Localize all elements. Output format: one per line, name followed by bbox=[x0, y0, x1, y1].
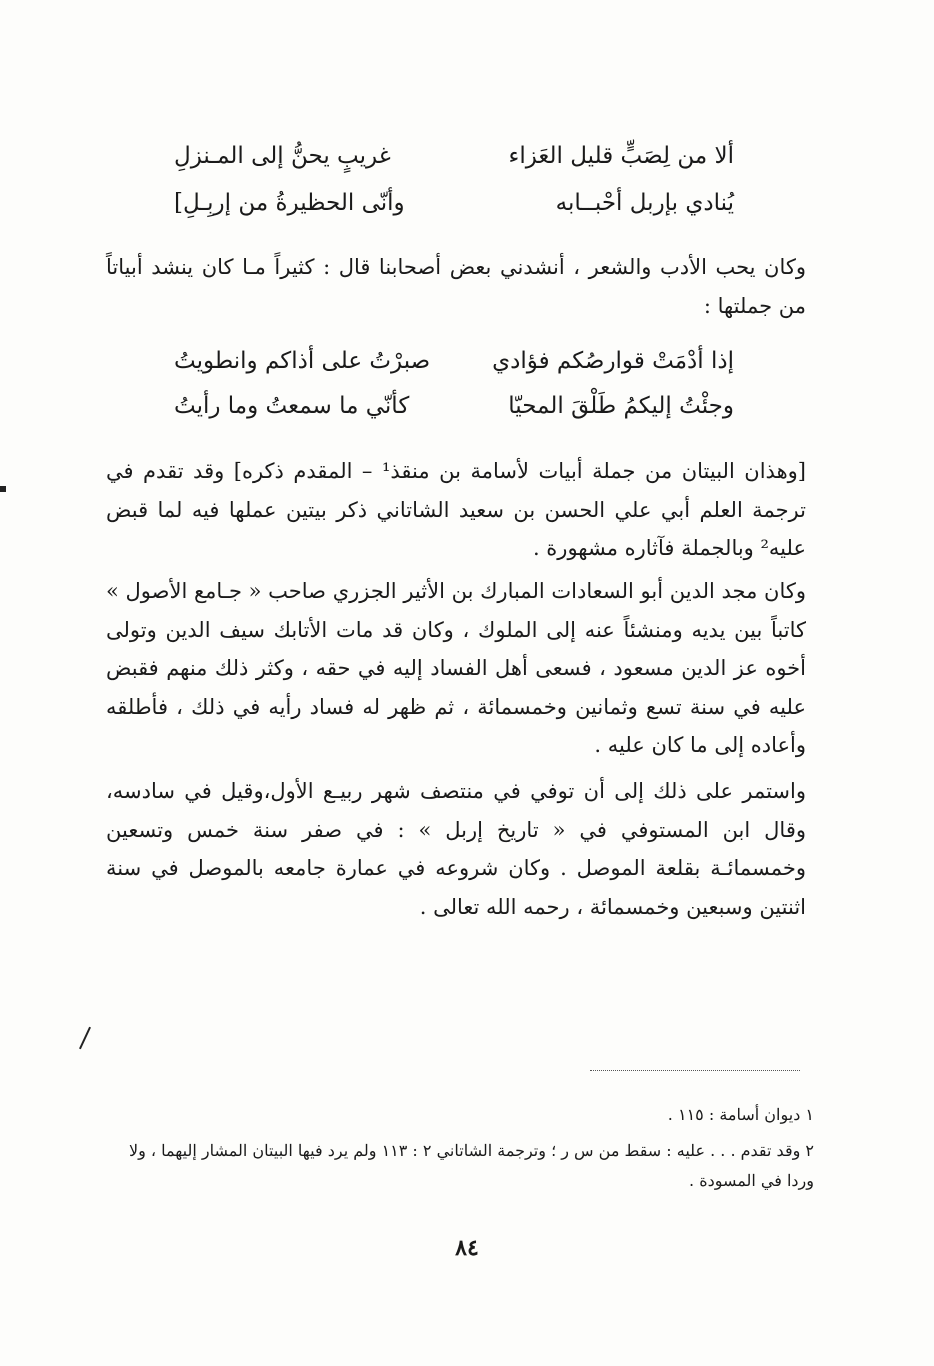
footnote: ٢ وقد تقدم . . . عليه : سقط من س ر ؛ وترجمة الشاتاني ٢ : ١١٣ ولم يرد فيها البيتان المشار إليهما ، ولا وردا في المسودة . bbox=[128, 1141, 814, 1190]
verse-hemistich: يُنادي بإربل أحْبــابه bbox=[555, 190, 734, 216]
paragraph: وكان مجد الدين أبو السعادات المبارك بن الأثير الجزري صاحب « جـامع الأصول » كاتباً بين يديه ومنشئاً عنه إلى الملوك ، وكان قد مات الأتابك سيف الدين وتولى أخوه عز الدين مسعود ، فسعى أهل الفساد إليه في حقه ، وكثر ذلك منهم فقبض عليه في سنة تسع وثمانين وخمسمائة ، ثم ظهر له فساد رأيه في ذلك ، فأطلقه وأعاده إلى ما كان عليه . bbox=[106, 579, 806, 757]
verse-hemistich: وأنّى الحظيرةُ من إربِـلِ] bbox=[174, 190, 405, 216]
footnote: ١ ديوان أسامة : ١١٥ . bbox=[667, 1105, 814, 1124]
verse-hemistich: كأنّي ما سمعتُ وما رأيتُ bbox=[174, 393, 410, 419]
verse-hemistich: ألا من لِصَبٍّ قليل العَزاء bbox=[508, 143, 734, 169]
page-number: ٨٤ bbox=[455, 1235, 479, 1261]
verse-hemistich: وجئْتُ إليكمُ طَلْقَ المحيّا bbox=[508, 393, 734, 419]
verse-line bbox=[174, 190, 734, 216]
paragraph: وكان يحب الأدب والشعر ، أنشدني بعض أصحابنا قال : كثيراً مـا كان ينشد أبياتاً من جملتها : bbox=[106, 255, 806, 318]
scan-mark bbox=[0, 486, 6, 492]
verse-hemistich: إذا أدْمَتْ قوارصُكم فؤادي bbox=[492, 348, 734, 374]
verse-hemistich: غريبٍ يحنُّ إلى المـنزلِ bbox=[174, 143, 391, 169]
verse-line bbox=[174, 348, 734, 374]
footnote-separator bbox=[590, 1070, 800, 1071]
verse-hemistich: صبرْتُ على أذاكم وانطويتُ bbox=[174, 348, 431, 374]
verse-line bbox=[174, 393, 734, 419]
paragraph: واستمر على ذلك إلى أن توفي في منتصف شهر ربيـع الأول،وقيل في سادسه، وقال ابن المستوفي في « تاريخ إربل » : في صفر سنة خمس وتسعين وخمسمائـة بقلعة الموصل . وكان شروعه في عمارة جامعه بالموصل في سنة اثنتين وسبعين وخمسمائة ، رحمه الله تعالى . bbox=[106, 779, 806, 919]
scan-mark bbox=[79, 1027, 91, 1050]
verse-line bbox=[174, 143, 734, 169]
paragraph: [وهذان البيتان من جملة أبيات لأسامة بن منقذ¹ – المقدم ذكره] وقد تقدم في ترجمة العلم أبي علي الحسن بن سعيد الشاتاني ذكر بيتين عملها فيه لما قبض عليه² وبالجملة فآثاره مشهورة . bbox=[106, 459, 806, 560]
